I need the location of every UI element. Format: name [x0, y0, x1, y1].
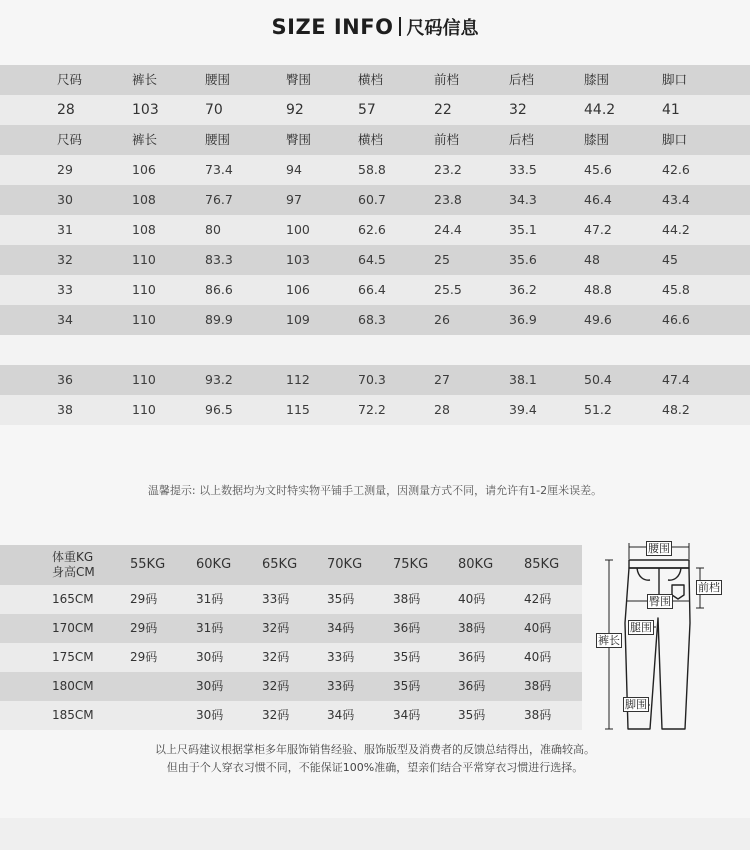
table-cell: 33码	[262, 592, 290, 606]
table-cell: 32	[509, 102, 527, 118]
table-cell: 32码	[262, 679, 290, 693]
table-row	[0, 245, 750, 275]
table-cell: 25	[434, 252, 450, 267]
header-thigh: 横档	[358, 132, 384, 147]
table-row	[0, 395, 750, 425]
table-cell: 38码	[393, 592, 421, 606]
table-cell: 96.5	[205, 402, 233, 417]
table-row	[0, 155, 750, 185]
table-cell: 30码	[196, 650, 224, 664]
table-cell: 38码	[524, 679, 552, 693]
table-cell: 92	[286, 102, 304, 118]
table-cell: 50.4	[584, 372, 612, 387]
header-front-rise: 前档	[434, 72, 460, 87]
table-cell: 45.6	[584, 162, 612, 177]
table-cell: 33码	[327, 679, 355, 693]
table-cell: 22	[434, 102, 452, 118]
table-cell: 31码	[196, 592, 224, 606]
recommendation-note-2: 但由于个人穿衣习惯不同，不能保证100%准确，望亲们结合平常穿衣习惯进行选择。	[166, 761, 584, 774]
table-cell: 34码	[327, 621, 355, 635]
length-label: 裤长	[598, 634, 620, 647]
table-cell: 46.6	[662, 312, 690, 327]
table-cell: 38码	[524, 708, 552, 722]
page-title	[0, 10, 750, 44]
table-cell: 36码	[458, 679, 486, 693]
height-label: 185CM	[52, 708, 94, 722]
weight-header: 75KG	[393, 557, 429, 572]
table-cell: 38码	[458, 621, 486, 635]
table-cell: 100	[286, 222, 310, 237]
table-cell: 42.6	[662, 162, 690, 177]
table-row	[0, 305, 750, 335]
table-cell: 35.6	[509, 252, 537, 267]
table-cell: 35.1	[509, 222, 537, 237]
thigh-label: 腿围	[630, 621, 652, 634]
table-row	[0, 585, 582, 614]
table-cell: 42码	[524, 592, 552, 606]
table-cell: 110	[132, 402, 156, 417]
table-cell: 43.4	[662, 192, 690, 207]
table-cell: 26	[434, 312, 450, 327]
table-cell: 109	[286, 312, 310, 327]
table-cell: 103	[132, 102, 159, 118]
table-row	[0, 95, 750, 125]
table-cell: 108	[132, 222, 156, 237]
table-header-row	[0, 125, 750, 155]
table-cell: 23.8	[434, 192, 462, 207]
table-cell: 35码	[327, 592, 355, 606]
table-cell: 70.3	[358, 372, 386, 387]
table-cell: 108	[132, 192, 156, 207]
table-header-row	[0, 65, 750, 95]
table-cell: 110	[132, 252, 156, 267]
table-cell: 29码	[130, 592, 158, 606]
table-cell: 41	[662, 102, 680, 118]
table-cell: 64.5	[358, 252, 386, 267]
header-hem: 脚口	[662, 132, 688, 147]
table-cell: 70	[205, 102, 223, 118]
weight-header: 85KG	[524, 557, 560, 572]
header-hip: 臀围	[286, 132, 312, 147]
height-label: 175CM	[52, 650, 94, 664]
table-cell: 49.6	[584, 312, 612, 327]
table-cell: 76.7	[205, 192, 233, 207]
table-cell: 36码	[458, 650, 486, 664]
table-header-row	[0, 545, 582, 585]
header-front-rise: 前档	[434, 132, 460, 147]
table-cell: 48.8	[584, 282, 612, 297]
table-cell: 48	[584, 252, 600, 267]
table-row	[0, 365, 750, 395]
table-cell: 35码	[393, 650, 421, 664]
table-cell: 40码	[458, 592, 486, 606]
header-thigh: 横档	[358, 72, 384, 87]
table-row	[0, 215, 750, 245]
footer-band	[0, 818, 750, 850]
table-cell: 36.2	[509, 282, 537, 297]
table-cell: 34	[57, 312, 73, 327]
table-cell: 30码	[196, 679, 224, 693]
table-cell: 45.8	[662, 282, 690, 297]
table-cell: 31码	[196, 621, 224, 635]
table-cell: 62.6	[358, 222, 386, 237]
table-cell: 32码	[262, 621, 290, 635]
table-cell: 106	[132, 162, 156, 177]
title-divider	[399, 17, 401, 36]
table-cell: 110	[132, 312, 156, 327]
table-cell: 60.7	[358, 192, 386, 207]
recommendation-note-1: 以上尺码建议根据掌柜多年服饰销售经验、服饰版型及消费者的反馈总结得出，准确较高。	[155, 743, 595, 756]
table-blank-row	[0, 335, 750, 365]
table-cell: 112	[286, 372, 310, 387]
table-cell: 45	[662, 252, 678, 267]
table-cell: 40码	[524, 621, 552, 635]
table-cell: 47.2	[584, 222, 612, 237]
header-waist: 腰围	[205, 132, 231, 147]
hem-label: 脚围	[625, 698, 647, 711]
table-cell: 97	[286, 192, 302, 207]
table-cell: 27	[434, 372, 450, 387]
table-cell: 94	[286, 162, 302, 177]
table-cell: 35码	[393, 679, 421, 693]
header-waist: 腰围	[205, 72, 231, 87]
size-measurement-table	[0, 65, 750, 425]
hip-label: 臀围	[649, 595, 671, 608]
table-cell: 93.2	[205, 372, 233, 387]
weight-header: 80KG	[458, 557, 494, 572]
table-cell: 66.4	[358, 282, 386, 297]
table-cell: 36	[57, 372, 73, 387]
header-back-rise: 后档	[509, 132, 535, 147]
measurement-tip: 温馨提示: 以上数据均为文时特实物平铺手工测量，因测量方式不同，请允许有1-2厘米误差。	[147, 484, 603, 497]
table-cell: 29码	[130, 650, 158, 664]
height-label: 165CM	[52, 592, 94, 606]
table-cell: 28	[434, 402, 450, 417]
table-cell: 25.5	[434, 282, 462, 297]
table-cell: 58.8	[358, 162, 386, 177]
table-cell: 106	[286, 282, 310, 297]
table-cell: 73.4	[205, 162, 233, 177]
table-cell: 83.3	[205, 252, 233, 267]
pants-measurement-diagram	[592, 533, 750, 738]
table-cell: 34码	[327, 708, 355, 722]
table-cell: 28	[57, 102, 75, 118]
table-cell: 30码	[196, 708, 224, 722]
header-length: 裤长	[132, 72, 158, 87]
table-row	[0, 275, 750, 305]
table-row	[0, 701, 582, 730]
table-cell: 110	[132, 372, 156, 387]
table-cell: 34.3	[509, 192, 537, 207]
table-cell: 35码	[458, 708, 486, 722]
table-cell: 44.2	[662, 222, 690, 237]
table-cell: 47.4	[662, 372, 690, 387]
table-cell: 24.4	[434, 222, 462, 237]
table-cell: 38	[57, 402, 73, 417]
table-cell: 39.4	[509, 402, 537, 417]
table-cell: 29	[57, 162, 73, 177]
table-corner-label	[52, 550, 95, 580]
table-cell: 33	[57, 282, 73, 297]
header-knee: 膝围	[584, 72, 610, 87]
table-row	[0, 614, 582, 643]
table-cell: 31	[57, 222, 73, 237]
header-size: 尺码	[57, 72, 83, 87]
height-label: 180CM	[52, 679, 94, 693]
table-row	[0, 672, 582, 701]
table-cell: 33码	[327, 650, 355, 664]
table-cell: 115	[286, 402, 310, 417]
table-cell: 46.4	[584, 192, 612, 207]
weight-header: 55KG	[130, 557, 166, 572]
table-cell: 68.3	[358, 312, 386, 327]
table-cell: 29码	[130, 621, 158, 635]
title-english: SIZE INFO	[271, 15, 394, 39]
table-cell: 89.9	[205, 312, 233, 327]
header-back-rise: 后档	[509, 72, 535, 87]
table-cell: 38.1	[509, 372, 537, 387]
table-cell: 40码	[524, 650, 552, 664]
table-cell: 32码	[262, 708, 290, 722]
table-cell: 103	[286, 252, 310, 267]
table-cell: 51.2	[584, 402, 612, 417]
table-cell: 32码	[262, 650, 290, 664]
weight-header: 70KG	[327, 557, 363, 572]
waist-label: 腰围	[648, 542, 670, 555]
table-cell: 23.2	[434, 162, 462, 177]
table-cell: 57	[358, 102, 376, 118]
height-axis-label: 身高CM	[52, 565, 95, 579]
weight-axis-label: 体重KG	[52, 550, 94, 564]
weight-header: 65KG	[262, 557, 298, 572]
table-cell: 34码	[393, 708, 421, 722]
table-cell: 80	[205, 222, 221, 237]
table-row	[0, 185, 750, 215]
header-length: 裤长	[132, 132, 158, 147]
table-cell: 33.5	[509, 162, 537, 177]
weight-header: 60KG	[196, 557, 232, 572]
front-rise-label: 前档	[698, 581, 720, 594]
table-cell: 36.9	[509, 312, 537, 327]
table-cell: 72.2	[358, 402, 386, 417]
height-label: 170CM	[52, 621, 94, 635]
header-hip: 臀围	[286, 72, 312, 87]
header-hem: 脚口	[662, 72, 688, 87]
table-cell: 110	[132, 282, 156, 297]
size-recommendation-table	[0, 545, 582, 730]
title-chinese: 尺码信息	[406, 18, 479, 39]
table-cell: 44.2	[584, 102, 616, 118]
header-size: 尺码	[57, 132, 83, 147]
table-cell: 86.6	[205, 282, 233, 297]
table-cell: 30	[57, 192, 73, 207]
table-cell: 48.2	[662, 402, 690, 417]
header-knee: 膝围	[584, 132, 610, 147]
table-cell: 32	[57, 252, 73, 267]
table-cell: 36码	[393, 621, 421, 635]
table-row	[0, 643, 582, 672]
